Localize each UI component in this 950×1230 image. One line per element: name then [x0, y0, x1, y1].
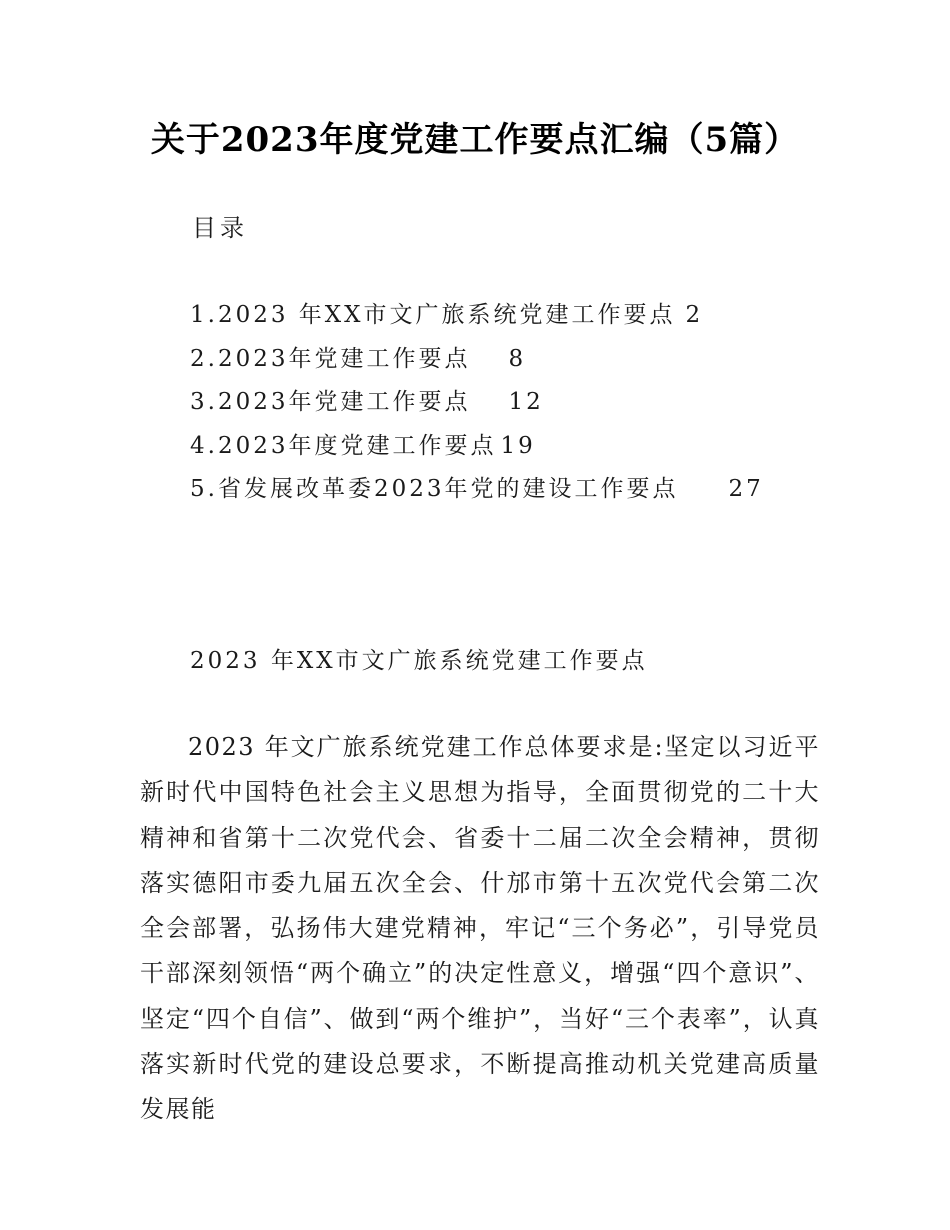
document-title: 关于2023年度党建工作要点汇编（5篇）: [150, 120, 800, 160]
toc-heading: 目录: [192, 214, 248, 242]
toc-item-5[interactable]: [190, 468, 764, 512]
toc-item-page: 19: [500, 432, 536, 459]
toc-item-page: 27: [728, 476, 764, 502]
table-of-contents: [190, 294, 764, 512]
toc-item-text: 4.2023年度党建工作要点: [190, 432, 497, 459]
toc-item-text: 5.省发展改革委2023年党的建设工作要点: [190, 476, 679, 502]
section-title: 2023 年XX市文广旅系统党建工作要点: [190, 648, 648, 674]
toc-item-page: 8: [508, 345, 527, 372]
toc-item-3[interactable]: [190, 381, 764, 425]
toc-item-page: 12: [508, 389, 544, 415]
body-paragraph: 2023 年文广旅系统党建工作总体要求是:坚定以习近平新时代中国特色社会主义思想为指导，全面贯彻党的二十大精神和省第十二次党代会、省委十二届二次全会精神，贯彻落实德阳市委九届五次全会、什邡市第十五次党代会第二次全会部署，弘扬伟大建党精神，牢记“三个务必”，引导党员干部深刻领悟“两个确立”的决定性意义，增强“四个意识”、坚定“四个自信”、做到“两个维护”，当好“三个表率”，认真落实新时代党的建设总要求，不断提高推动机关党建高质量发展能: [140, 733, 820, 1124]
toc-item-page: 2: [685, 302, 704, 328]
toc-item-text: 1.2023 年XX市文广旅系统党建工作要点: [190, 302, 676, 328]
toc-item-1[interactable]: [190, 294, 764, 338]
toc-item-text: 2.2023年党建工作要点: [190, 345, 471, 372]
toc-item-text: 3.2023年党建工作要点: [190, 389, 471, 415]
toc-item-4[interactable]: [190, 425, 764, 469]
toc-item-2[interactable]: [190, 338, 764, 382]
